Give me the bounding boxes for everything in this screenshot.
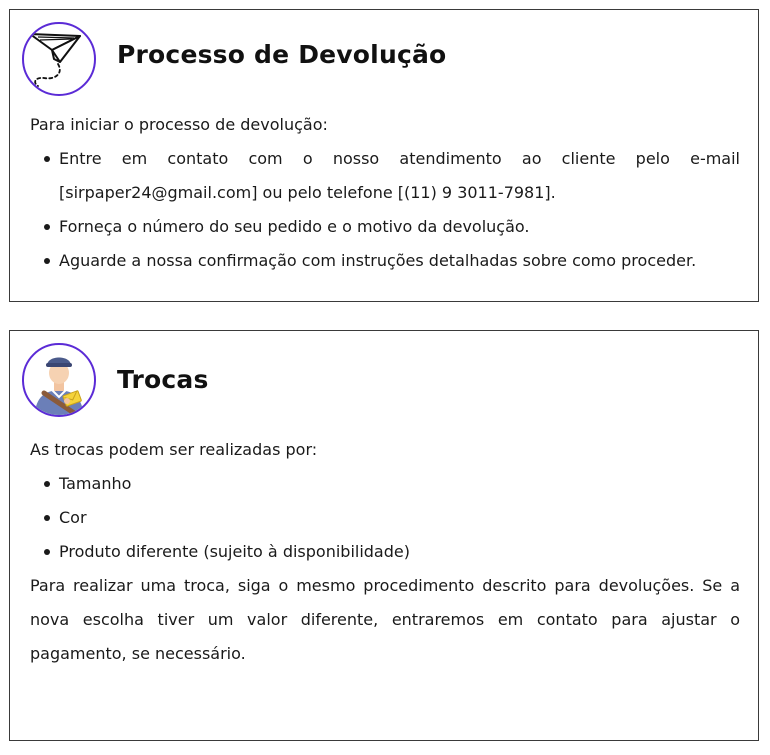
list-item: Tamanho bbox=[59, 467, 740, 501]
returns-card bbox=[9, 9, 759, 302]
exchanges-closing: Para realizar uma troca, siga o mesmo procedimento descrito para devoluções. Se a nova escolha tiver um valor diferente, entraremos em contato para ajustar o pagamento, se necessário. bbox=[30, 576, 740, 663]
list-item: Forneça o número do seu pedido e o motivo da devolução. bbox=[59, 210, 740, 244]
exchanges-body bbox=[30, 433, 740, 671]
list-item: Entre em contato com o nosso atendimento ao cliente pelo e-mail [sirpaper24@gmail.com] ou pelo telefone [(11) 9 3011-7981]. bbox=[59, 142, 740, 210]
exchanges-options-list bbox=[30, 467, 740, 569]
exchanges-title: Trocas bbox=[117, 365, 209, 394]
returns-steps-list bbox=[30, 142, 740, 278]
list-item: Aguarde a nossa confirmação com instruções detalhadas sobre como proceder. bbox=[59, 244, 740, 278]
returns-intro: Para iniciar o processo de devolução: bbox=[30, 115, 328, 134]
returns-body bbox=[30, 108, 740, 278]
returns-title: Processo de Devolução bbox=[117, 40, 447, 69]
list-item: Produto diferente (sujeito à disponibilidade) bbox=[59, 535, 740, 569]
paper-plane-icon bbox=[22, 22, 96, 96]
list-item: Cor bbox=[59, 501, 740, 535]
mail-carrier-icon bbox=[22, 343, 96, 417]
exchanges-card bbox=[9, 330, 759, 741]
exchanges-intro: As trocas podem ser realizadas por: bbox=[30, 440, 318, 459]
